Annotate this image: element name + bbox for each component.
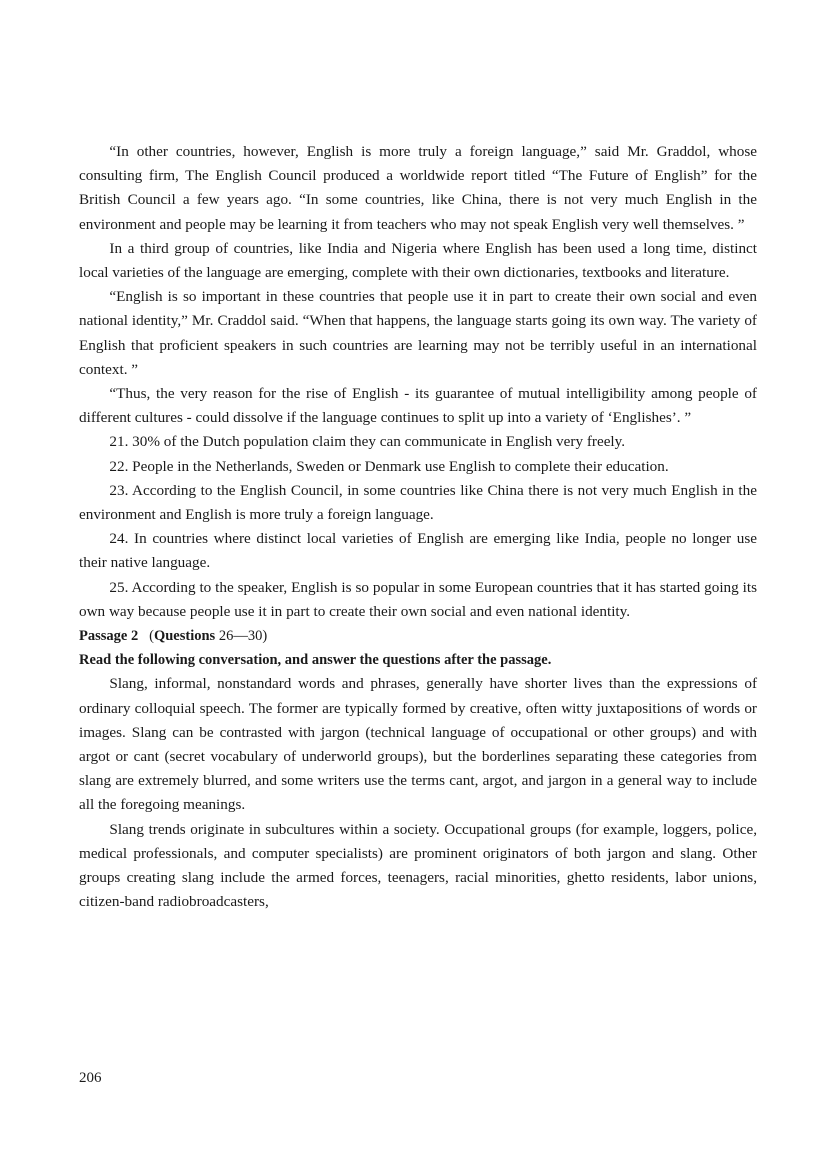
- passage-range-label: Questions: [153, 628, 216, 645]
- body-paragraph: In a third group of countries, like India and Nigeria where English has been used a long time, distinct local varieties of the language are emerging, complete with their own dictionaries, textbooks and literature.: [79, 239, 757, 282]
- passage-heading: [79, 624, 757, 648]
- body-paragraph: “In other countries, however, English is more truly a foreign language,” said Mr. Graddol, whose consulting firm, The English Council produced a worldwide report titled “The Future of English” for the British Council a few years ago. “In some countries, like China, there is not very much English in the environment and people may be learning it from teachers who may not speak English very well themselves. ”: [79, 143, 757, 233]
- body-paragraph: “English is so important in these countries that people use it in part to create their own social and even national identity,” Mr. Craddol said. “When that happens, the language starts going its own way. The variety of English that proficient speakers in such countries are learning may not be terribly useful in an international context. ”: [79, 288, 757, 378]
- question-statement: 23. According to the English Council, in some countries like China there is not very much English in the environment and English is more truly a foreign language.: [79, 481, 757, 524]
- body-paragraph: Slang trends originate in subcultures within a society. Occupational groups (for example, loggers, police, medical professionals, and computer specialists) are prominent originators of both jargon and slang. Other groups creating slang include the armed forces, teenagers, racial minorities, ghetto residents, labor unions, citizen-band radiobroadcasters,: [79, 820, 757, 911]
- page-body: [79, 140, 757, 915]
- question-statement: 21. 30% of the Dutch population claim they can communicate in English very freely.: [109, 433, 626, 451]
- page-number: 206: [79, 1070, 102, 1086]
- passage-range-open: (: [149, 628, 154, 645]
- passage-range-value: 26—30): [215, 628, 268, 645]
- question-statement: 25. According to the speaker, English is so popular in some European countries that it has started going its own way because people use it in part to create their own social and even national identity.: [79, 578, 757, 620]
- passage-title: Passage 2: [79, 628, 139, 645]
- question-statement: 22. People in the Netherlands, Sweden or Denmark use English to complete their education.: [109, 457, 669, 475]
- passage-instruction: Read the following conversation, and answer the questions after the passage.: [79, 652, 552, 669]
- body-paragraph: Slang, informal, nonstandard words and phrases, generally have shorter lives than the expressions of ordinary colloquial speech. The former are typically formed by creative, often witty juxtapositions of words or images. Slang can be contrasted with jargon (technical language of occupational or other groups) and with argot or cant (secret vocabulary of underworld groups), but the borderlines separating these categories from slang are extremely blurred, and some writers use the terms cant, argot, and jargon in a general way to include all the foregoing meanings.: [79, 675, 757, 814]
- body-paragraph: “Thus, the very reason for the rise of English - its guarantee of mutual intelligibility among people of different cultures - could dissolve if the language continues to split up into a variety of ‘Englishes’. ”: [79, 385, 757, 427]
- question-statement: 24. In countries where distinct local varieties of English are emerging like India, people no longer use their native language.: [79, 530, 757, 572]
